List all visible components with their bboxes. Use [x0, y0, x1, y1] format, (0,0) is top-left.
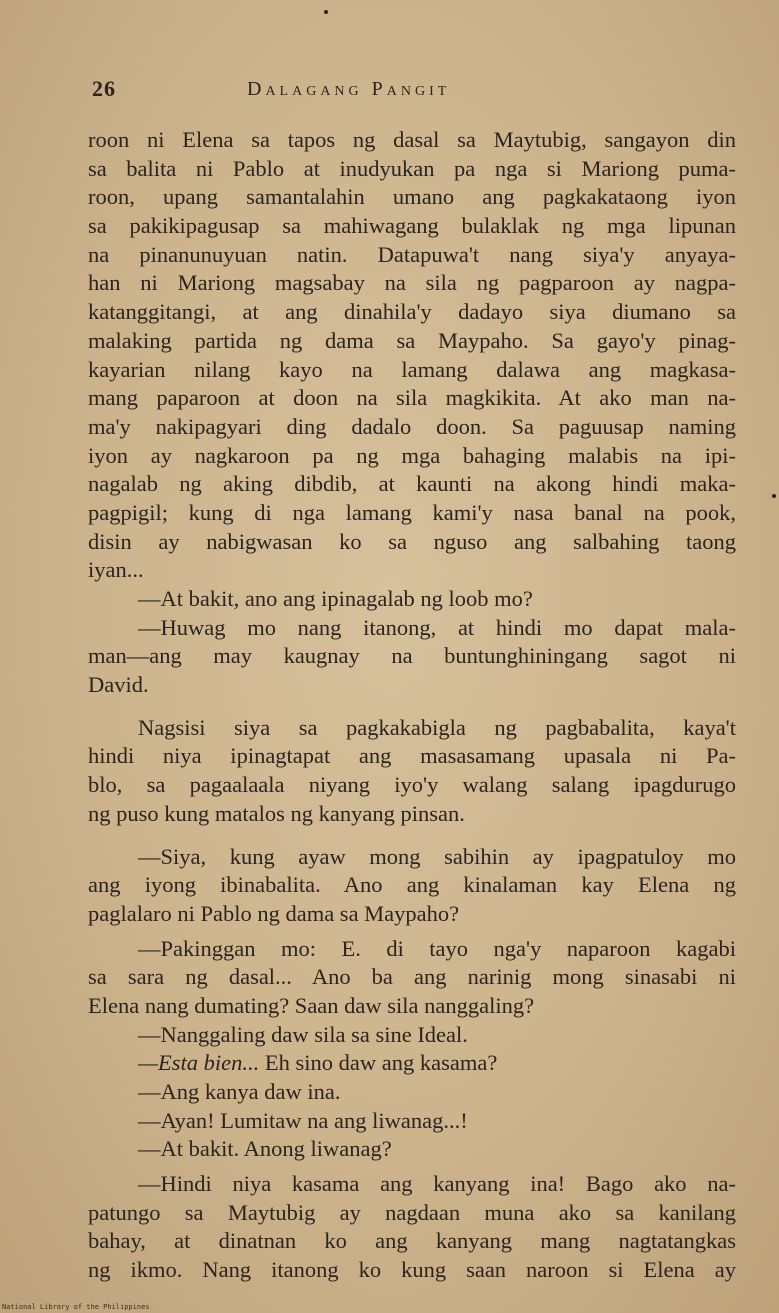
- text-line: ng ikmo. Nang itanong ko kung saan naroon si Elena ay: [88, 1257, 736, 1283]
- dialogue-line: —Ang kanya daw ina.: [138, 1079, 341, 1104]
- text-line: paglalaro ni Pablo ng dama sa Maypaho?: [88, 900, 460, 926]
- text-line: ang iyong ibinabalita. Ano ang kinalaman kay Elena ng: [88, 872, 736, 898]
- text-line: man—ang may kaugnay na buntunghiningang sagot ni: [88, 643, 736, 669]
- page-header: [92, 76, 552, 106]
- text-line: hindi niya ipinagtapat ang masasamang upasala ni Pa-: [88, 743, 736, 769]
- text-line: patungo sa Maytubig ay nagdaan muna ako sa kanilang: [88, 1199, 736, 1225]
- text-line: bahay, at dinatnan ko ang kanyang mang nagtatangkas: [88, 1228, 736, 1254]
- text-line: na pinanunuyuan natin. Datapuwa't nang siya'y anyaya-: [88, 241, 736, 267]
- dialogue-line: —Siya, kung ayaw mong sabihin ay ipagpatuloy mo: [138, 843, 736, 869]
- page-number: 26: [92, 76, 116, 101]
- text-line: katanggitangi, at ang dinahila'y dadayo siya diumano sa: [88, 299, 736, 325]
- running-title: Dalagang Pangit: [247, 78, 451, 100]
- body-text: [88, 126, 736, 1285]
- text-line: han ni Mariong magsabay na sila ng pagparoon ay nagpa-: [88, 270, 736, 296]
- text-line: mang paparoon at doon na sila magkikita. At ako man na-: [88, 385, 736, 411]
- text-line: Elena nang dumating? Saan daw sila nanggaling?: [88, 992, 535, 1018]
- dialogue-line: —Huwag mo nang itanong, at hindi mo dapat mala-: [138, 614, 736, 640]
- text-line: sa sara ng dasal... Ano ba ang narinig mong sinasabi ni: [88, 964, 736, 990]
- dialogue-line: —Ayan! Lumitaw na ang liwanag...!: [138, 1107, 468, 1133]
- text-line: David.: [88, 672, 149, 698]
- text-line: ng puso kung matalos ng kanyang pinsan.: [88, 800, 465, 826]
- text-line: malaking partida ng dama sa Maypaho. Sa gayo'y pinag-: [88, 327, 736, 353]
- text-line: sa balita ni Pablo at inudyukan pa nga si Mariong puma-: [88, 155, 736, 181]
- dialogue-line: —At bakit. Anong liwanag?: [138, 1136, 392, 1162]
- dialogue-line: —Nanggaling daw sila sa sine Ideal.: [138, 1021, 468, 1047]
- paragraph-start: Nagsisi siya sa pagkakabigla ng pagbabalita, kaya't: [138, 714, 736, 740]
- dialogue-line: —At bakit, ano ang ipinagalab ng loob mo?: [138, 586, 533, 611]
- text-line: nagalab ng aking dibdib, at kaunti na akong hindi maka-: [88, 471, 736, 497]
- dialogue-line: —Hindi niya kasama ang kanyang ina! Bago ako na-: [138, 1171, 736, 1197]
- text-line: iyon ay nagkaroon pa ng mga bahaging malabis na ipi-: [88, 442, 736, 468]
- text-line: iyan...: [88, 557, 144, 583]
- foreign-phrase: —Esta bien...: [138, 1050, 260, 1076]
- text-line: roon, upang samantalahin umano ang pagkakataong iyon: [88, 184, 736, 210]
- text-line: roon ni Elena sa tapos ng dasal sa Maytubig, sangayon din: [88, 127, 736, 152]
- text-line: disin ay nabigwasan ko sa nguso ang salbahing taong: [88, 528, 736, 554]
- dialogue-continuation: Eh sino daw ang kasama?: [259, 1050, 498, 1076]
- library-credit: National Library of the Philippines: [2, 1303, 150, 1311]
- text-line: sa pakikipagusap sa mahiwagang bulaklak ng mga lipunan: [88, 213, 736, 239]
- text-line: kayarian nilang kayo na lamang dalawa ang magkasa-: [88, 356, 736, 382]
- ink-speck: [324, 10, 328, 14]
- text-line: pagpigil; kung di nga lamang kami'y nasa banal na pook,: [88, 499, 736, 525]
- dialogue-line: —Pakinggan mo: E. di tayo nga'y naparoon kagabi: [138, 935, 736, 961]
- text-line: ma'y nakipagyari ding dadalo doon. Sa paguusap naming: [88, 413, 736, 439]
- ink-speck: [772, 494, 776, 498]
- text-line: blo, sa pagaalaala niyang iyo'y walang salang ipagdurugo: [88, 772, 736, 798]
- dialogue-line: [88, 1049, 736, 1078]
